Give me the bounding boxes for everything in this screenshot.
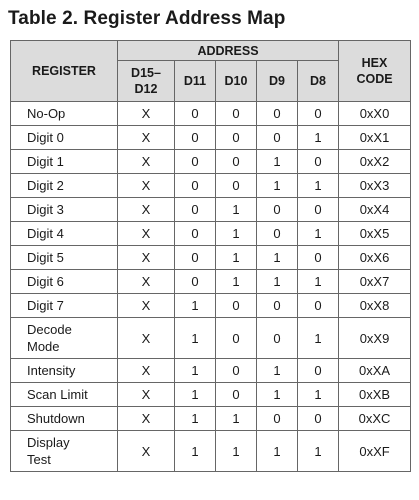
register-name: Digit 1 <box>11 150 118 174</box>
table-row <box>11 246 411 270</box>
table-row <box>11 270 411 294</box>
cell-d11: 0 <box>175 150 216 174</box>
cell-d8: 1 <box>298 318 339 359</box>
header-d10: D10 <box>216 61 257 102</box>
header-hex-code: HEX CODE <box>339 41 411 102</box>
cell-d15-d12: X <box>118 383 175 407</box>
cell-d10: 0 <box>216 102 257 126</box>
cell-d15-d12: X <box>118 246 175 270</box>
cell-d15-d12: X <box>118 318 175 359</box>
register-name: Digit 3 <box>11 198 118 222</box>
register-name: Digit 0 <box>11 126 118 150</box>
register-name: No-Op <box>11 102 118 126</box>
cell-hex-code: 0xX9 <box>339 318 411 359</box>
cell-d15-d12: X <box>118 126 175 150</box>
table-row <box>11 383 411 407</box>
table-row <box>11 102 411 126</box>
cell-d10: 0 <box>216 318 257 359</box>
register-name: Display Test <box>11 431 118 472</box>
cell-d15-d12: X <box>118 150 175 174</box>
cell-d8: 0 <box>298 407 339 431</box>
cell-d11: 0 <box>175 198 216 222</box>
register-name: Digit 7 <box>11 294 118 318</box>
table-row <box>11 222 411 246</box>
cell-d8: 1 <box>298 431 339 472</box>
register-name: Digit 5 <box>11 246 118 270</box>
cell-hex-code: 0xXF <box>339 431 411 472</box>
cell-d11: 1 <box>175 383 216 407</box>
cell-d10: 1 <box>216 222 257 246</box>
cell-d9: 1 <box>257 174 298 198</box>
cell-d8: 0 <box>298 246 339 270</box>
cell-hex-code: 0xX0 <box>339 102 411 126</box>
cell-d8: 0 <box>298 359 339 383</box>
cell-d11: 1 <box>175 431 216 472</box>
cell-d11: 1 <box>175 294 216 318</box>
cell-hex-code: 0xXB <box>339 383 411 407</box>
cell-hex-code: 0xX5 <box>339 222 411 246</box>
cell-d8: 1 <box>298 174 339 198</box>
table-row <box>11 318 411 359</box>
register-name: Intensity <box>11 359 118 383</box>
cell-d11: 1 <box>175 359 216 383</box>
cell-d15-d12: X <box>118 198 175 222</box>
cell-d11: 0 <box>175 270 216 294</box>
cell-d10: 0 <box>216 294 257 318</box>
table-title: Table 2. Register Address Map <box>8 8 286 29</box>
cell-d9: 1 <box>257 246 298 270</box>
cell-d8: 0 <box>298 102 339 126</box>
cell-hex-code: 0xX1 <box>339 126 411 150</box>
header-d8: D8 <box>298 61 339 102</box>
cell-d9: 1 <box>257 383 298 407</box>
cell-d10: 1 <box>216 198 257 222</box>
cell-d9: 0 <box>257 222 298 246</box>
cell-d11: 0 <box>175 174 216 198</box>
header-d9: D9 <box>257 61 298 102</box>
register-name: Shutdown <box>11 407 118 431</box>
table-row <box>11 431 411 472</box>
cell-d9: 0 <box>257 102 298 126</box>
cell-hex-code: 0xXC <box>339 407 411 431</box>
table-row <box>11 174 411 198</box>
cell-d15-d12: X <box>118 270 175 294</box>
cell-d8: 1 <box>298 126 339 150</box>
cell-d15-d12: X <box>118 102 175 126</box>
cell-d8: 1 <box>298 222 339 246</box>
cell-d8: 0 <box>298 294 339 318</box>
cell-hex-code: 0xX8 <box>339 294 411 318</box>
cell-d15-d12: X <box>118 407 175 431</box>
cell-hex-code: 0xXA <box>339 359 411 383</box>
cell-d10: 1 <box>216 407 257 431</box>
cell-d11: 0 <box>175 126 216 150</box>
cell-hex-code: 0xX3 <box>339 174 411 198</box>
header-d11: D11 <box>175 61 216 102</box>
register-name: Digit 6 <box>11 270 118 294</box>
cell-d10: 1 <box>216 431 257 472</box>
cell-hex-code: 0xX7 <box>339 270 411 294</box>
cell-d9: 1 <box>257 150 298 174</box>
cell-d15-d12: X <box>118 431 175 472</box>
register-name: Digit 4 <box>11 222 118 246</box>
cell-d9: 0 <box>257 198 298 222</box>
cell-d10: 0 <box>216 150 257 174</box>
cell-d9: 0 <box>257 407 298 431</box>
table-row <box>11 294 411 318</box>
cell-d9: 1 <box>257 431 298 472</box>
cell-d8: 0 <box>298 150 339 174</box>
cell-d10: 1 <box>216 270 257 294</box>
cell-d9: 0 <box>257 318 298 359</box>
table-row <box>11 126 411 150</box>
cell-d11: 0 <box>175 246 216 270</box>
header-d15-d12: D15–D12 <box>118 61 175 102</box>
cell-hex-code: 0xX2 <box>339 150 411 174</box>
cell-d8: 1 <box>298 270 339 294</box>
register-name: Decode Mode <box>11 318 118 359</box>
table-row <box>11 359 411 383</box>
cell-d15-d12: X <box>118 174 175 198</box>
cell-d8: 0 <box>298 198 339 222</box>
register-name: Digit 2 <box>11 174 118 198</box>
cell-d11: 0 <box>175 102 216 126</box>
cell-d10: 0 <box>216 383 257 407</box>
cell-d10: 0 <box>216 126 257 150</box>
cell-d9: 0 <box>257 294 298 318</box>
cell-hex-code: 0xX6 <box>339 246 411 270</box>
table-row <box>11 198 411 222</box>
cell-d10: 0 <box>216 359 257 383</box>
header-register: REGISTER <box>11 41 118 102</box>
table-row <box>11 150 411 174</box>
cell-d15-d12: X <box>118 359 175 383</box>
header-address: ADDRESS <box>118 41 339 61</box>
register-name: Scan Limit <box>11 383 118 407</box>
cell-d15-d12: X <box>118 222 175 246</box>
cell-d8: 1 <box>298 383 339 407</box>
cell-d9: 0 <box>257 126 298 150</box>
cell-d11: 0 <box>175 222 216 246</box>
register-address-map-table <box>10 40 411 472</box>
cell-d11: 1 <box>175 318 216 359</box>
cell-d10: 1 <box>216 246 257 270</box>
cell-d9: 1 <box>257 270 298 294</box>
cell-hex-code: 0xX4 <box>339 198 411 222</box>
table-row <box>11 407 411 431</box>
cell-d11: 1 <box>175 407 216 431</box>
cell-d9: 1 <box>257 359 298 383</box>
cell-d10: 0 <box>216 174 257 198</box>
cell-d15-d12: X <box>118 294 175 318</box>
